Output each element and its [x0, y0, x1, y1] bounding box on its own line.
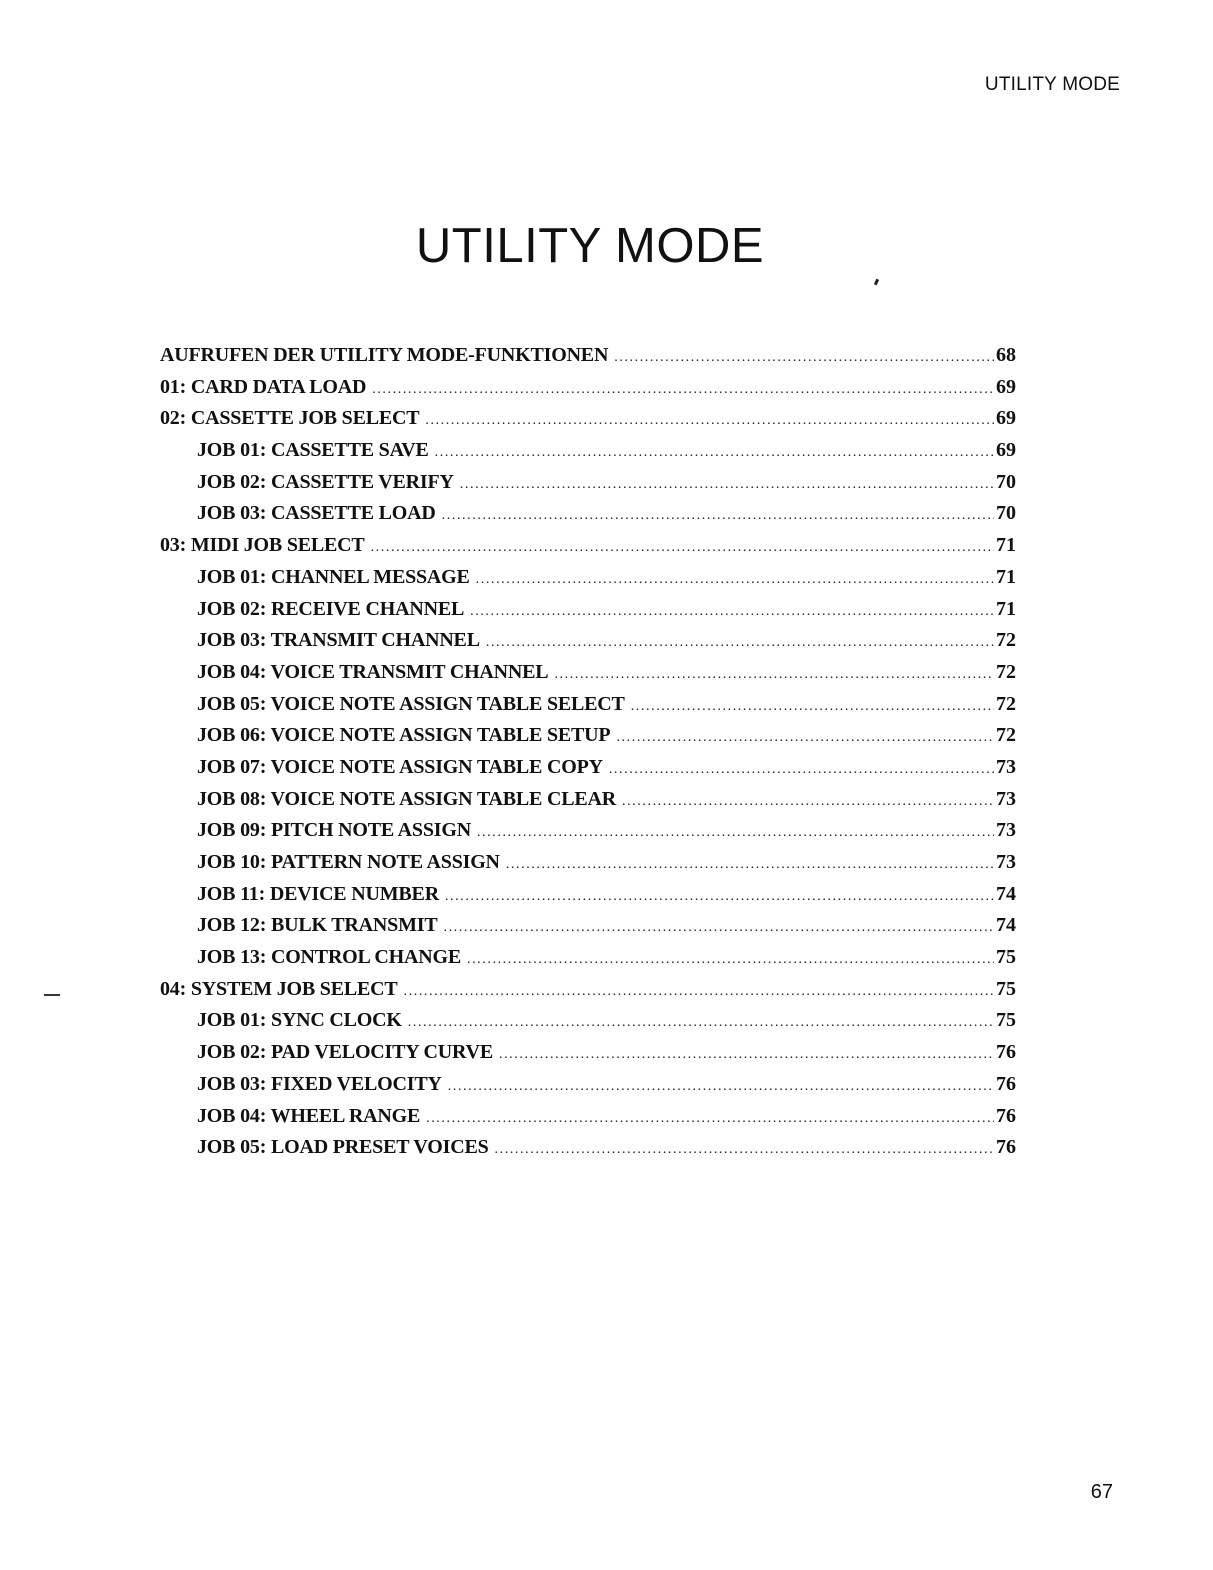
toc-entry-page: 71: [996, 597, 1016, 620]
toc-entry[interactable]: [160, 467, 1016, 499]
toc-entry-page: 70: [996, 470, 1016, 493]
toc-entry[interactable]: [160, 1005, 1016, 1037]
toc-entry-label: JOB 04: VOICE TRANSMIT CHANNEL: [197, 660, 549, 683]
toc-entry-label: JOB 08: VOICE NOTE ASSIGN TABLE CLEAR: [197, 787, 616, 810]
toc-entry-page: 71: [996, 565, 1016, 588]
toc-entry[interactable]: [160, 974, 1016, 1006]
toc-entry[interactable]: [160, 657, 1016, 689]
toc-entry-page: 74: [996, 914, 1016, 937]
toc-dot-leader: [486, 627, 994, 659]
toc-dot-leader: [631, 691, 994, 723]
toc-entry[interactable]: [160, 784, 1016, 816]
table-of-contents: [160, 340, 1016, 1164]
toc-entry-page: 72: [996, 724, 1016, 747]
toc-entry[interactable]: [160, 847, 1016, 879]
toc-dot-leader: [442, 500, 994, 532]
toc-entry[interactable]: [160, 1037, 1016, 1069]
toc-dot-leader: [372, 374, 994, 406]
toc-dot-leader: [616, 722, 994, 754]
toc-entry-label: JOB 11: DEVICE NUMBER: [197, 882, 439, 905]
toc-entry[interactable]: [160, 1132, 1016, 1164]
toc-entry[interactable]: [160, 403, 1016, 435]
toc-dot-leader: [499, 1039, 994, 1071]
toc-entry-page: 73: [996, 755, 1016, 778]
toc-entry[interactable]: [160, 562, 1016, 594]
toc-entry-page: 72: [996, 660, 1016, 683]
toc-entry-label: JOB 06: VOICE NOTE ASSIGN TABLE SETUP: [197, 724, 611, 747]
toc-entry-page: 68: [996, 344, 1016, 366]
toc-entry[interactable]: [160, 372, 1016, 404]
toc-entry-label: JOB 10: PATTERN NOTE ASSIGN: [197, 851, 500, 873]
toc-entry-page: 70: [996, 502, 1016, 525]
toc-dot-leader: [435, 437, 994, 469]
toc-entry[interactable]: [160, 815, 1016, 847]
toc-entry-label: JOB 02: PAD VELOCITY CURVE: [197, 1041, 493, 1064]
toc-dot-leader: [460, 469, 994, 501]
toc-entry-page: 75: [996, 946, 1016, 969]
toc-entry[interactable]: [160, 530, 1016, 562]
toc-entry-label: 04: SYSTEM JOB SELECT: [160, 977, 398, 1000]
toc-dot-leader: [609, 754, 994, 786]
toc-dot-leader: [445, 881, 994, 913]
toc-entry-label: JOB 01: SYNC CLOCK: [197, 1009, 402, 1032]
toc-entry-label: JOB 02: CASSETTE VERIFY: [197, 470, 454, 493]
toc-entry-page: 75: [996, 1009, 1016, 1032]
toc-entry-label: 03: MIDI JOB SELECT: [160, 534, 365, 557]
toc-dot-leader: [495, 1134, 994, 1166]
page-title: UTILITY MODE: [415, 219, 765, 273]
toc-entry[interactable]: [160, 498, 1016, 530]
toc-entry[interactable]: [160, 1069, 1016, 1101]
toc-entry-label: AUFRUFEN DER UTILITY MODE-FUNKTIONEN: [160, 344, 609, 366]
toc-entry-label: JOB 04: WHEEL RANGE: [197, 1104, 421, 1127]
toc-dot-leader: [467, 944, 994, 976]
toc-entry-page: 76: [996, 1136, 1016, 1159]
toc-entry-label: 02: CASSETTE JOB SELECT: [160, 407, 420, 430]
toc-entry-page: 72: [996, 692, 1016, 715]
toc-entry[interactable]: [160, 879, 1016, 911]
toc-dot-leader: [554, 659, 994, 691]
toc-entry-label: JOB 03: FIXED VELOCITY: [197, 1072, 442, 1095]
toc-dot-leader: [425, 405, 994, 437]
toc-entry-page: 69: [996, 439, 1016, 462]
page-number: 67: [1090, 1481, 1113, 1503]
toc-entry-page: 73: [996, 787, 1016, 810]
toc-dot-leader: [443, 912, 994, 944]
toc-entry-label: JOB 02: RECEIVE CHANNEL: [197, 597, 465, 620]
toc-dot-leader: [470, 596, 994, 628]
toc-entry-label: JOB 01: CHANNEL MESSAGE: [197, 565, 470, 588]
toc-entry-label: JOB 09: PITCH NOTE ASSIGN: [197, 819, 471, 842]
toc-dot-leader: [506, 849, 994, 881]
toc-dot-leader: [614, 342, 994, 374]
toc-entry[interactable]: [160, 752, 1016, 784]
toc-entry-label: JOB 03: TRANSMIT CHANNEL: [197, 629, 480, 652]
toc-dot-leader: [408, 1007, 994, 1039]
running-header: UTILITY MODE: [984, 74, 1120, 95]
toc-entry[interactable]: [160, 594, 1016, 626]
toc-entry[interactable]: [160, 435, 1016, 467]
toc-entry[interactable]: [160, 625, 1016, 657]
toc-entry-page: 76: [996, 1072, 1016, 1095]
toc-entry-page: 69: [996, 407, 1016, 430]
toc-entry-page: 76: [996, 1041, 1016, 1064]
toc-entry-page: 74: [996, 882, 1016, 905]
scan-margin-mark: [44, 994, 60, 996]
toc-dot-leader: [426, 1103, 994, 1135]
toc-dot-leader: [404, 976, 994, 1008]
toc-entry-label: JOB 05: VOICE NOTE ASSIGN TABLE SELECT: [197, 692, 625, 715]
toc-entry-page: 72: [996, 629, 1016, 652]
toc-dot-leader: [371, 532, 994, 564]
toc-entry[interactable]: [160, 1101, 1016, 1133]
toc-entry[interactable]: [160, 942, 1016, 974]
toc-entry-page: 71: [996, 534, 1016, 557]
scan-speck: [874, 279, 879, 286]
toc-entry-page: 75: [996, 977, 1016, 1000]
toc-entry-page: 73: [996, 851, 1016, 873]
toc-entry[interactable]: [160, 720, 1016, 752]
toc-entry-label: JOB 03: CASSETTE LOAD: [197, 502, 436, 525]
toc-entry[interactable]: [160, 689, 1016, 721]
toc-entry[interactable]: [160, 910, 1016, 942]
toc-entry-label: JOB 12: BULK TRANSMIT: [197, 914, 438, 937]
toc-entry-label: JOB 13: CONTROL CHANGE: [197, 946, 461, 969]
toc-entry-page: 73: [996, 819, 1016, 842]
toc-entry-label: JOB 01: CASSETTE SAVE: [197, 439, 429, 462]
toc-dot-leader: [477, 817, 994, 849]
toc-entry-label: JOB 05: LOAD PRESET VOICES: [197, 1136, 489, 1159]
toc-entry-label: JOB 07: VOICE NOTE ASSIGN TABLE COPY: [197, 755, 603, 778]
toc-dot-leader: [448, 1071, 994, 1103]
toc-dot-leader: [622, 786, 994, 818]
toc-dot-leader: [476, 564, 994, 596]
toc-entry[interactable]: [160, 340, 1016, 372]
toc-entry-page: 76: [996, 1104, 1016, 1127]
toc-entry-page: 69: [996, 375, 1016, 398]
toc-entry-label: 01: CARD DATA LOAD: [160, 375, 367, 398]
